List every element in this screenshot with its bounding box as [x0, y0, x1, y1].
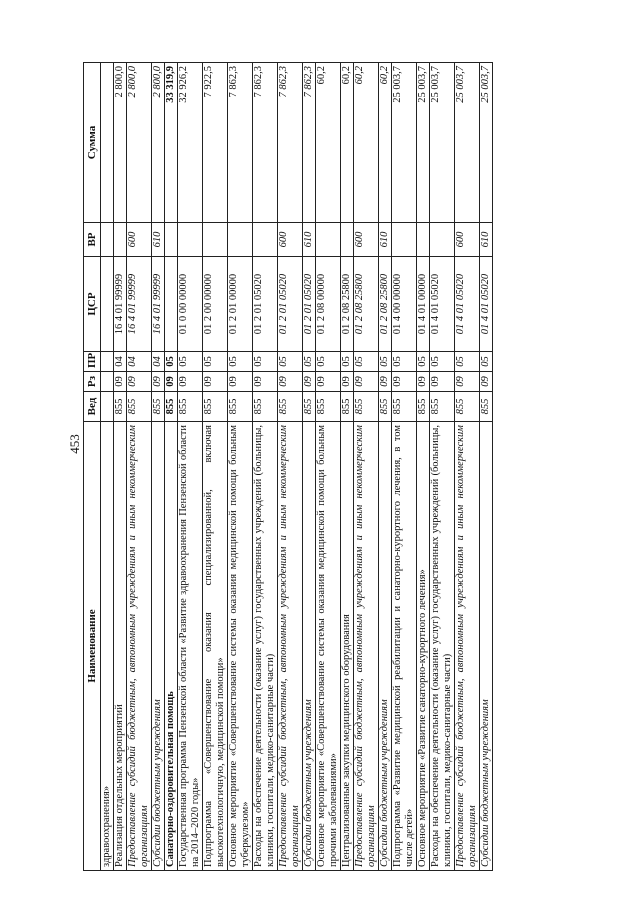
table-row [316, 63, 341, 871]
cell-sum: 25 003,7 [430, 63, 455, 223]
cell-ved: 855 [278, 392, 303, 422]
page-number: 453 [67, 434, 82, 454]
cell-csr: 01 2 08 00000 [316, 257, 341, 352]
cell-pr: 05 [165, 352, 178, 372]
cell-vr [228, 223, 253, 257]
cell-sum: 60,2 [379, 63, 392, 223]
cell-sum: 2 800,0 [127, 63, 152, 223]
cell-ved: 855 [392, 392, 417, 422]
table-row [165, 63, 178, 871]
cell-vr: 610 [152, 223, 165, 257]
cell-csr: 01 4 01 05020 [455, 257, 480, 352]
cell-rz: 09 [316, 372, 341, 392]
cell-name: Подпрограмма «Развитие медицинской реабилитации и санаторно-курортного лечения, в том числе детей» [392, 422, 417, 871]
cell-sum: 7 862,3 [253, 63, 278, 223]
cell-ved [101, 392, 114, 422]
cell-rz: 09 [127, 372, 152, 392]
budget-table [83, 62, 493, 871]
table-row [228, 63, 253, 871]
cell-sum: 7 862,3 [278, 63, 303, 223]
cell-name: Расходы на обеспечение деятельности (оказание услуг) государственных учреждений (больницы, клиники, госпитали, медико-санитарные части) [430, 422, 455, 871]
cell-csr: 01 2 08 25800 [354, 257, 379, 352]
table-row [392, 63, 417, 871]
table-row [341, 63, 354, 871]
cell-pr: 05 [278, 352, 303, 372]
cell-vr: 600 [127, 223, 152, 257]
cell-pr: 05 [203, 352, 228, 372]
cell-vr [392, 223, 417, 257]
cell-name: Подпрограмма «Совершенствование оказания специализированной, включая высокотехнологичную, медицинской помощи» [203, 422, 228, 871]
cell-ved: 855 [165, 392, 178, 422]
cell-pr: 05 [417, 352, 430, 372]
cell-ved: 855 [354, 392, 379, 422]
cell-sum: 32 926,2 [178, 63, 203, 223]
cell-pr: 05 [379, 352, 392, 372]
header-sum: Сумма [84, 63, 101, 223]
cell-csr: 01 4 00 00000 [392, 257, 417, 352]
cell-name: Централизованные закупки медицинского оборудования [341, 422, 354, 871]
cell-rz: 09 [152, 372, 165, 392]
cell-csr: 16 4 01 99999 [152, 257, 165, 352]
cell-vr: 610 [480, 223, 493, 257]
cell-sum: 2 800,0 [152, 63, 165, 223]
cell-rz: 09 [303, 372, 316, 392]
cell-vr [341, 223, 354, 257]
cell-sum: 25 003,7 [480, 63, 493, 223]
header-rz: Рз [84, 372, 101, 392]
cell-csr: 01 2 08 25800 [341, 257, 354, 352]
table-row [455, 63, 480, 871]
cell-vr [417, 223, 430, 257]
table-row [303, 63, 316, 871]
cell-pr: 05 [480, 352, 493, 372]
cell-name: Государственная программа Пензенской области «Развитие здравоохранения Пензенской области на 2014–2020 годы» [178, 422, 203, 871]
cell-ved: 855 [316, 392, 341, 422]
cell-ved: 855 [341, 392, 354, 422]
cell-vr: 600 [354, 223, 379, 257]
cell-pr: 05 [316, 352, 341, 372]
table-row [114, 63, 127, 871]
cell-rz: 09 [203, 372, 228, 392]
cell-rz: 09 [417, 372, 430, 392]
cell-rz: 09 [354, 372, 379, 392]
cell-vr [203, 223, 228, 257]
table-row [152, 63, 165, 871]
cell-name: Предоставление субсидий бюджетным, автономным учреждениям и иным некоммерческим организациям [455, 422, 480, 871]
cell-vr [101, 223, 114, 257]
cell-csr [101, 257, 114, 352]
table-row [203, 63, 228, 871]
cell-rz: 09 [165, 372, 178, 392]
cell-pr: 05 [392, 352, 417, 372]
cell-ved: 855 [114, 392, 127, 422]
cell-name: Санаторно-оздоровительная помощь [165, 422, 178, 871]
cell-pr: 05 [178, 352, 203, 372]
cell-pr: 05 [341, 352, 354, 372]
cell-name: Субсидии бюджетным учреждениям [480, 422, 493, 871]
cell-sum: 7 862,3 [228, 63, 253, 223]
cell-name: Основное мероприятие «Совершенствование системы оказания медицинской помощи больным прочими заболеваниями» [316, 422, 341, 871]
cell-ved: 855 [228, 392, 253, 422]
header-name: Наименование [84, 422, 101, 871]
cell-csr: 16 4 01 99999 [127, 257, 152, 352]
cell-sum: 60,2 [341, 63, 354, 223]
cell-sum: 60,2 [316, 63, 341, 223]
cell-sum [101, 63, 114, 223]
cell-vr: 610 [303, 223, 316, 257]
table-row [354, 63, 379, 871]
cell-name: Субсидии бюджетным учреждениям [303, 422, 316, 871]
cell-rz: 09 [178, 372, 203, 392]
cell-csr: 16 4 01 99999 [114, 257, 127, 352]
cell-csr: 01 2 01 05020 [278, 257, 303, 352]
cell-csr: 01 4 01 05020 [430, 257, 455, 352]
cell-ved: 855 [152, 392, 165, 422]
cell-ved: 855 [417, 392, 430, 422]
cell-name: Основное мероприятие «Совершенствование системы оказания медицинской помощи больным туберкулезом» [228, 422, 253, 871]
cell-pr: 05 [303, 352, 316, 372]
cell-csr: 01 2 01 00000 [228, 257, 253, 352]
table-row [379, 63, 392, 871]
cell-csr: 01 4 01 05020 [480, 257, 493, 352]
cell-vr [114, 223, 127, 257]
cell-vr [165, 223, 178, 257]
cell-rz: 09 [430, 372, 455, 392]
cell-vr: 600 [278, 223, 303, 257]
cell-name: Субсидии бюджетным учреждениям [152, 422, 165, 871]
cell-name: Расходы на обеспечение деятельности (оказание услуг) государственных учреждений (больницы, клиники, госпитали, медико-санитарные части) [253, 422, 278, 871]
table-row [178, 63, 203, 871]
cell-ved: 855 [303, 392, 316, 422]
table-header-row [84, 63, 101, 871]
cell-rz: 09 [455, 372, 480, 392]
table-row [253, 63, 278, 871]
cell-sum: 25 003,7 [417, 63, 430, 223]
cell-name: Основное мероприятие «Развитие санаторно-курортного лечения» [417, 422, 430, 871]
cell-ved: 855 [253, 392, 278, 422]
cell-rz: 09 [228, 372, 253, 392]
cell-pr: 05 [455, 352, 480, 372]
cell-rz [101, 372, 114, 392]
cell-name: Предоставление субсидий бюджетным, автономным учреждениям и иным некоммерческим организациям [278, 422, 303, 871]
table-row [101, 63, 114, 871]
table-body [101, 63, 493, 871]
cell-vr: 610 [379, 223, 392, 257]
cell-csr: 01 2 01 05020 [303, 257, 316, 352]
cell-pr: 04 [114, 352, 127, 372]
cell-sum: 60,2 [354, 63, 379, 223]
cell-ved: 855 [178, 392, 203, 422]
cell-name: Предоставление субсидий бюджетным, автономным учреждениям и иным некоммерческим организациям [354, 422, 379, 871]
cell-name: здравоохранения» [101, 422, 114, 871]
cell-sum: 33 319,9 [165, 63, 178, 223]
cell-rz: 09 [480, 372, 493, 392]
header-ved: Вед [84, 392, 101, 422]
cell-vr [253, 223, 278, 257]
cell-rz: 09 [392, 372, 417, 392]
cell-pr: 05 [430, 352, 455, 372]
cell-csr [165, 257, 178, 352]
table-row [430, 63, 455, 871]
cell-rz: 09 [114, 372, 127, 392]
cell-pr: 05 [228, 352, 253, 372]
cell-sum: 2 800,0 [114, 63, 127, 223]
cell-ved: 855 [430, 392, 455, 422]
cell-ved: 855 [379, 392, 392, 422]
cell-name: Реализация отдельных мероприятий [114, 422, 127, 871]
cell-vr [178, 223, 203, 257]
header-vr: ВР [84, 223, 101, 257]
cell-rz: 09 [379, 372, 392, 392]
cell-rz: 09 [341, 372, 354, 392]
cell-csr: 01 0 00 00000 [178, 257, 203, 352]
cell-ved: 855 [480, 392, 493, 422]
cell-csr: 01 2 08 25800 [379, 257, 392, 352]
table-row [417, 63, 430, 871]
cell-csr: 01 2 00 00000 [203, 257, 228, 352]
cell-rz: 09 [278, 372, 303, 392]
cell-rz: 09 [253, 372, 278, 392]
cell-pr: 04 [152, 352, 165, 372]
cell-sum: 25 003,7 [392, 63, 417, 223]
cell-pr: 05 [354, 352, 379, 372]
cell-csr: 01 2 01 05020 [253, 257, 278, 352]
cell-ved: 855 [203, 392, 228, 422]
cell-name: Субсидии бюджетным учреждениям [379, 422, 392, 871]
cell-vr: 600 [455, 223, 480, 257]
cell-vr [316, 223, 341, 257]
cell-pr [101, 352, 114, 372]
header-csr: ЦСР [84, 257, 101, 352]
table-row [127, 63, 152, 871]
rotated-table-wrapper [83, 63, 564, 871]
cell-vr [430, 223, 455, 257]
header-pr: ПР [84, 352, 101, 372]
cell-sum: 7 862,3 [303, 63, 316, 223]
cell-pr: 04 [127, 352, 152, 372]
cell-ved: 855 [127, 392, 152, 422]
table-row [278, 63, 303, 871]
cell-sum: 7 922,5 [203, 63, 228, 223]
cell-pr: 05 [253, 352, 278, 372]
cell-csr: 01 4 01 00000 [417, 257, 430, 352]
cell-ved: 855 [455, 392, 480, 422]
cell-sum: 25 003,7 [455, 63, 480, 223]
cell-name: Предоставление субсидий бюджетным, автономным учреждениям и иным некоммерческим организациям [127, 422, 152, 871]
table-row [480, 63, 493, 871]
